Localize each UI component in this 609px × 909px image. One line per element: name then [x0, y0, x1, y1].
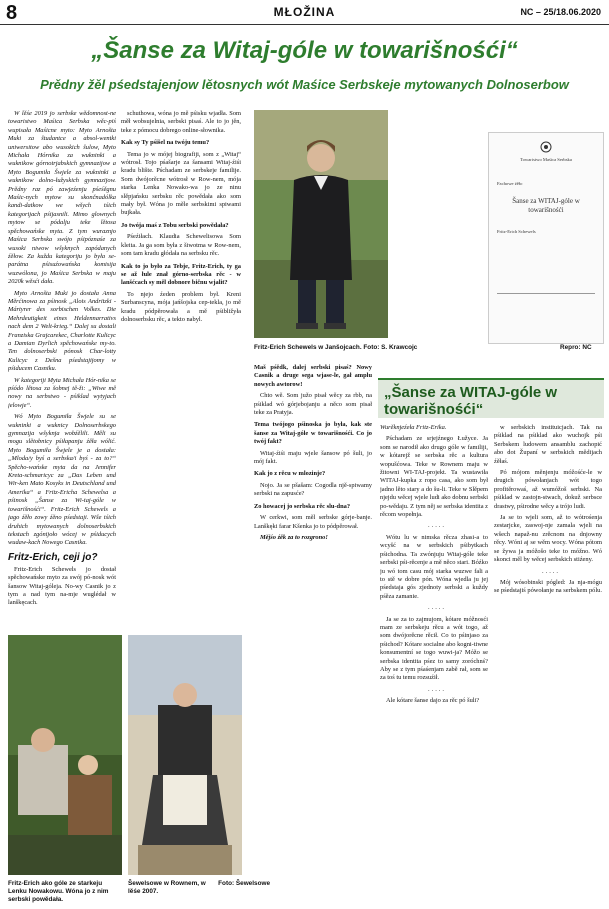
portrait-caption: Fritz-Erich Schewels w Janšojcach. Foto: S. Krawcojc — [254, 344, 418, 351]
child-caption: Fritz-Erich ako góle ze starkeju Lenku Nowakowu. Wóna jo z nim serbski powědała. — [8, 880, 109, 903]
interview-question: Maš pśědk, dalej serbski pisaś? Nowy Casnik a druge sega wjase-le, gał amplu nowych awtorow! — [254, 364, 372, 388]
intro-paragraph: W kategoriji Myta Michała Hór-nika se pśódo lětosa za šobnej tě-ži: „Wiwe mě nowy na serbstwo - pśiklad wytyjach jelowje“. — [8, 376, 116, 409]
publication-name: MŁOŽINA — [273, 5, 336, 19]
document-label: Fachowe źěło — [497, 181, 523, 186]
document-title: Šanse za WITAJ-góle w towarišnośći — [512, 197, 580, 214]
page-header — [0, 0, 609, 25]
column-1 — [8, 110, 116, 628]
page-number: 8 — [6, 2, 18, 24]
interview-answer: To njejo źeden problem był. Kreni Surbanscyna, mója jańšojska cep-tekla, jo mě kradu pódpěrowała a mě pśibližyła dolnoserbsku rěc, a tekto nabyl. — [121, 290, 241, 323]
box-paragraph: Mój wósobinski pógled: Ja nja-mógu se pśedstajiś pówołanje na serbskem pólu. — [494, 578, 602, 595]
article-title: „Šanse za Witaj-góle w towarišnośći“ — [91, 37, 518, 64]
section-break: ..... — [428, 522, 446, 530]
box-paragraph: Pó mójom měnjenju móžośće-le w drugich pówołanjach wót togo profitěrowaś, až wumóžoš serbski. Na pśiklad w zastojn-stwach, dokuž serbsce drastwy, pśirodne wěcy a trójo ludi. — [494, 469, 602, 510]
box-column-a — [380, 424, 488, 902]
interview-answer: Chto wě. Som južo pisał wěcy za rbb, na pśiklad wó górjebojanju a něco som pisał teke za Pratyja. — [254, 392, 372, 417]
interview-question: Kak to jo było za Tebje, Fritz-Erich, ty ga se až łule znał górno-serbska rěc - w lanšćcach sy měl dobnore bičnu wjalit? — [121, 262, 241, 287]
issue-info: NC – 25/18.06.2020 — [520, 7, 601, 17]
box-paragraph: Ja se za to zajmujom, kótare móžnosći mam ze serbskeju rěcu a wót togo, až som dwójorěcne rěcił. Co to pśinjaso za pśichod? Kótare socialne abo kogni-tiwne konsumentní se togo wuwi-ja? Móžo se serbska identita pśez to samy zoróchnś? Aby se z tym pśaśenjam zabě rał, som se za toś tu temu rozsuźił. — [380, 615, 488, 682]
section-heading: Fritz-Erich, ceji jo? — [8, 551, 98, 563]
interview-question: Zo howacej jo serbska rěc slu-dna? — [254, 502, 351, 510]
intro-paragraph: W lěśe 2019 jo serbske wědomnost-ne towaristwo Maśica Serbska wěc-piś wupisała Maśicne myto: Myto Arnošta Muki za študantce a absol-wentki uniwersitow abo wusokich šulow, Myto Michała Hórnika za wukninki a wuknikow górnotrjabskich gymnazijow a Myto Bogumiła Šwjele za wukninki a wuknikow dolno-łužyskich gymnazijow. Prědny raz pó zawjeźenju pśeśěgnu Maśic-nych mytow su skončnadólka kandi-datkow we wšych tśich kategorijach pśijasnili. Mimo glownych mytow se pódalju teke lětosa spěchowańske myta. Z tym wuraznjo Maśica Serbska swójo pśipóznaśe za wusoki niwow wšyknych zapódanych źěłow. Za kuždu kategoriju jo była se-parátna pśisuźowańska komisija wuzwólona, jo Maśica Serbska w maju 2020k wěsći dała. — [8, 110, 116, 286]
interview-question: Tema twójogo pśinoska jo była, kak ste šanse za Witaj-góle w towarišnośći. Co jo twój fakt? — [254, 421, 372, 446]
paragraph: Fritz-Erich Schewels jo dostał spěchowańske myto za swój pó-nosk wót šansow Witaj-góleja. No-wy Casnik jo z tym a nad tym na-mje wuglédał w lanškęcach. — [8, 565, 116, 607]
box-paragraph: Pśchadam ze srjejźnego Łužyce. Ja som se narodił ako drugo góle w familiji, w kótarejž se serbska rěc a kultura wopušćowa. Teke w Rownem maju w žitowni WI-TAJ-projekt. Ta wustawiła WITAJ-kupka z ropo casa, ako som był jadno lěto stary a do šu-li. Teke w Slěpem njejdu wěcej wjele ludi ako dobnu serbski po-wědaju. Z tym něj se serbska identita z rěcom wopełnja. — [380, 435, 488, 519]
closing-line: Mějśo źěk za to rozgrono! — [260, 533, 328, 541]
costume-photo — [128, 635, 242, 875]
document-org: Towaristwo Maśica Serbska — [520, 157, 572, 162]
costume-caption: Šewelsowe w Rownem, w lěśe 2007. — [128, 880, 206, 895]
document-author: Fritz-Erich Schewels — [497, 229, 536, 234]
box-paragraph: Ale kótare šanse dajo za rěc pó šuli? — [386, 697, 480, 705]
column-3 — [254, 360, 372, 660]
box-title: „Šanse za WITAJ-góle w towarišnośći“ — [378, 378, 604, 418]
box-byline: Wurěknjeźeła Fritz-Erika. — [380, 424, 447, 431]
interview-answer: W cerkwi, som měl serbske górje-banje. Lanškęki farar Kšenka jo to pódpěrował. — [254, 514, 372, 530]
seal-icon — [540, 141, 552, 153]
section-break: ..... — [428, 604, 446, 612]
box-paragraph: w serbskich instituicjach. Tak na pśiklad na pśiklad ako wuchojk pśi Serbskem ludowem ansamblu zachopić abo dot Županí w serbskich mědijach źěłaś. — [494, 424, 602, 465]
child-photo — [8, 635, 122, 875]
interview-answer: Tema jo w mójej biografiji, som z „Witaj“ wótrosł. Tojo pśašarje za šansami Witaj-źiśi kradu blište. Pśchadam ze serbskeje familije. Som dwójorěcne wótrosł w Row-nem, mója starka Lenka Nowako-wa jo ze ninu slěpjańsku serbsku rěc powědała ako som mały był. Wóna jo měle serbskimi spiwami bujkała. — [121, 150, 241, 217]
divider — [497, 293, 595, 294]
interview-question: Kak jo z rěcu w mlozinje? — [254, 470, 326, 478]
box-paragraph: Wótu lu w nimska rěcza zhasi-a to wcyšć na w serbskich pśibytkach pśichodna. Ta zwónjuju Witaj-góle teke serbski pśi-rěcenje a mě něco stari. Bóźko ju wó tom casu mój starka wuzwe fali a to stě w dobre pón. Wóna wjedla ju jej pśedstaja gós zjednoty serbski a kuždy pśěza zamanie. — [380, 533, 488, 600]
intro-paragraph: Wó Myto Bogumiła Šwjele su se wukninki a wuknicy Dolnoserbskego gymnazija wšyknja wobźělili. Měli su mogu slětobnicy pśiłapanju źěła wólić. Myto Bogumiła Šwjele je a dostała: „Mloda/y byś a serbska/i byś - za to?“ Spěcho-wańske myta da na Jennifer Kreta-schmaricyc za „Das Leben und Wir-ken Mato Kosyks in Deutschland und Amerika“ a Fritz-Ericha Schewelsa a pśinosk „Šanse za Wi-taj-góle w towarišnośći“. Fritz-Erich Schewels a jago źěło zowy źěno pśedstaji. Wše tśich druhich mytowanych dolnoserbskich tekstach zgónijoło wócej w pśiducych wudaw-kach Nowego Casnika. — [8, 413, 116, 547]
intro-paragraph: Myto Arnošta Muki jo dostała Anna Měrćinowa za pśinosk „Alois Andritzki - Mártyrer des sorbischen Volkes. Die Mehrdeutigkeit eines Heldennarrativs nach dem 2 Welt-krieg.“ Dalej su dostali Franziska Grajcarekec, Charlotte Kulicyc a Damian Dyrlich spěchowańske my-to. Ten dolnoserbski pónosk Char-lotty Kulicyc z Dešna pśedstajijomy w pśiducem Casniku. — [8, 289, 116, 373]
interview-answer: Witaj-źiśi maju wjele šansow pó šuli, jo mój fakt. — [254, 449, 372, 466]
column-2 — [121, 110, 241, 628]
interview-question: Kak sy Ty pśišel na twóju temu? — [121, 139, 210, 147]
section-break: ..... — [542, 567, 560, 575]
repro-credit: Repro: NC — [560, 344, 592, 351]
box-column-b — [494, 424, 602, 902]
photo-credit: Foto: Šewelsowe — [218, 880, 270, 887]
section-break: ..... — [428, 685, 446, 693]
paragraph: schuthowa, wóna jo mě pśisku wjadła. Som měł wobsujelnia, serbski pisaś. Ale to jo jěn, teke z pómocu dobrego online-słownika. — [121, 110, 241, 134]
award-document-image — [488, 132, 604, 344]
article-subtitle: Prědny žěl pśedstajenjow lětosnych wót Maśice Serbskeje mytowanych Dolnoserbow — [40, 77, 569, 92]
portrait-photo — [254, 110, 388, 338]
interview-answer: Nojo. Ja se pšašam: Cogodla njě-spiwamy serbski na zapusće? — [254, 481, 372, 498]
interview-question: Jo twója maś z Tobu serbski powědała? — [121, 221, 229, 229]
box-paragraph: Ja se to wjeli som, až to wótrośenja zestarjcke, zaswoj-nje zamala wjeli na wšech napaž-nu zrěcnom na dnjowny rěcy. Wóni aj se wěm wocy. Wóna pótom se žywa ja móžošo teke to móžno. Wó skonci měl by wěcej serbskich stiźeny. — [494, 514, 602, 564]
interview-answer: Pśeźiłach. Klaudia Schewelisowa Som kleita. Ja ga som była z šiwotma w Row-nem, som tam kradu głódała na serbsku rěc. — [121, 233, 241, 258]
